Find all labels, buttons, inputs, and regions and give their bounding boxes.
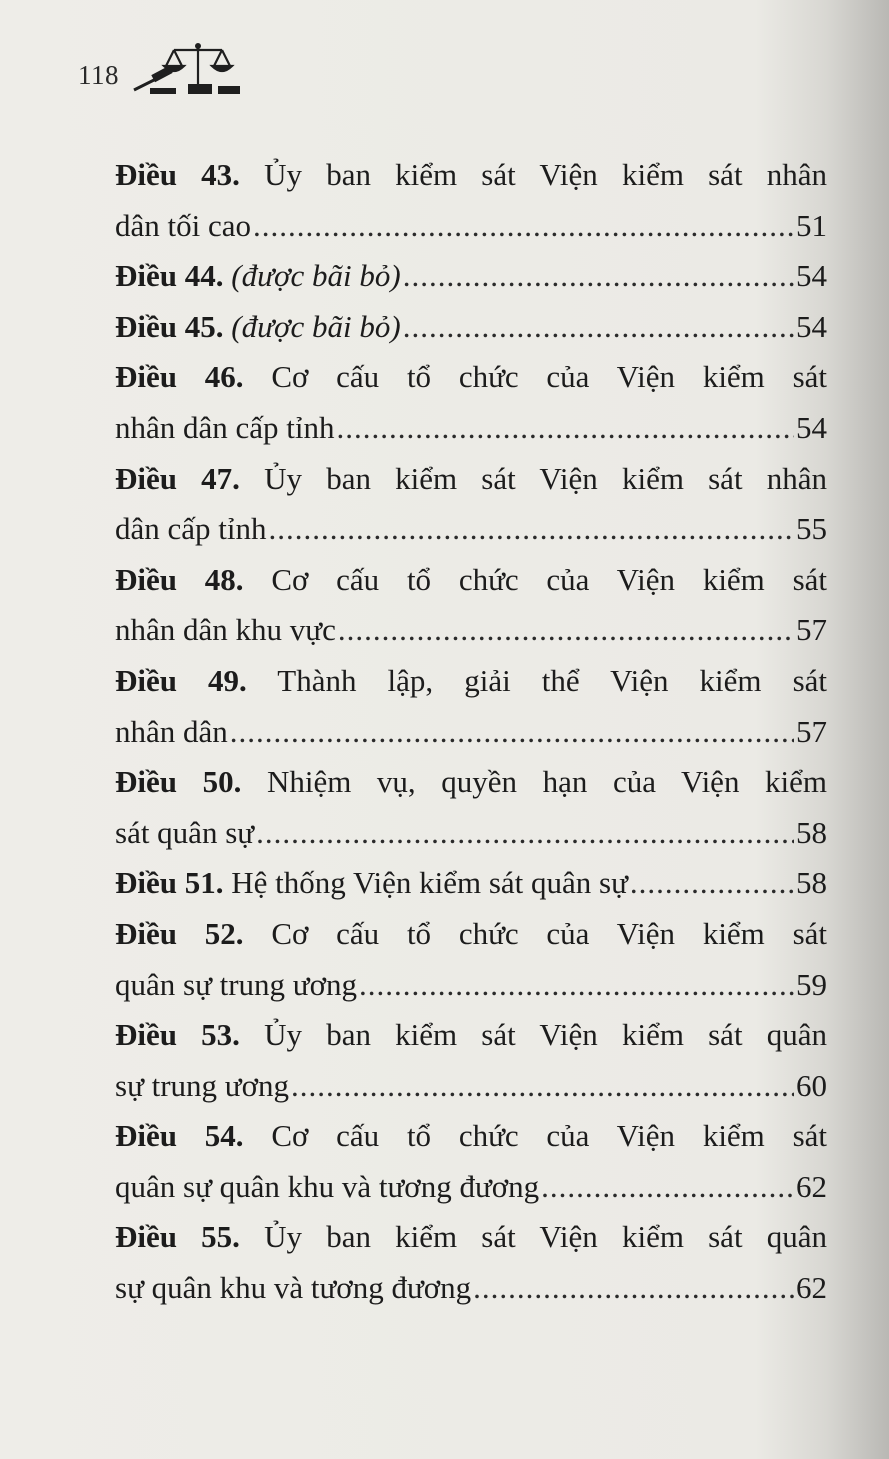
toc-entry-text — [115, 352, 827, 403]
article-title: Cơ cấu tổ chức của Viện kiểm sát — [271, 359, 828, 395]
page-number: 118 — [78, 60, 119, 90]
toc-entry-text — [115, 302, 401, 353]
toc-entry-last-line — [115, 1263, 827, 1314]
article-label: Điều 44. — [115, 258, 224, 294]
article-title: Ủy ban kiểm sát Viện kiểm sát nhân — [264, 157, 827, 192]
toc-entry-text — [115, 909, 827, 960]
toc-entry-text — [115, 808, 254, 859]
toc-entry-text — [115, 1061, 289, 1112]
toc-page-number: 62 — [796, 1270, 827, 1306]
dot-leader — [291, 1061, 794, 1112]
toc-page-number: 54 — [796, 308, 827, 344]
article-title: nhân dân cấp tỉnh — [115, 409, 335, 445]
toc-entry-last-line — [115, 858, 827, 909]
toc-page-number: 60 — [796, 1067, 827, 1103]
article-title: dân tối cao — [115, 207, 252, 243]
toc-entry-line — [115, 150, 827, 201]
article-title: quân sự trung ương — [115, 966, 358, 1002]
article-title: Nhiệm vụ, quyền hạn của Viện kiểm — [266, 764, 828, 800]
article-title: Cơ cấu tổ chức của Viện kiểm sát — [271, 1118, 828, 1154]
toc-page-number: 58 — [796, 814, 827, 850]
toc-entry-text — [115, 1111, 827, 1162]
toc-entry-last-line — [115, 808, 827, 859]
article-title: nhân dân — [115, 713, 228, 749]
dot-leader — [338, 605, 794, 656]
article-label: Điều 50. — [115, 764, 242, 800]
toc-page-number: 51 — [796, 207, 827, 243]
page-header — [78, 40, 338, 100]
toc-entry-last-line — [115, 707, 827, 758]
toc-entry-last-line — [115, 504, 827, 555]
article-title: Cơ cấu tổ chức của Viện kiểm sát — [271, 561, 828, 597]
toc-entry-line — [115, 454, 827, 505]
dot-leader — [403, 302, 794, 353]
table-of-contents — [115, 150, 827, 1314]
toc-page-number: 55 — [796, 511, 827, 547]
article-title: Thành lập, giải thể Viện kiểm sát — [277, 662, 827, 698]
toc-page-number: 59 — [796, 966, 827, 1002]
article-title: nhân dân khu vực — [115, 612, 336, 648]
article-label: Điều 51. — [115, 865, 224, 901]
article-label: Điều 45. — [115, 308, 224, 344]
article-label: Điều 47. — [115, 460, 240, 496]
article-label: Điều 48. — [115, 561, 244, 597]
article-label: Điều 43. — [115, 157, 240, 192]
dot-leader — [253, 201, 794, 252]
dot-leader — [541, 1162, 794, 1213]
toc-page-number: 54 — [796, 409, 827, 445]
dot-leader — [359, 960, 794, 1011]
dot-leader — [473, 1263, 794, 1314]
toc-entry-last-line — [115, 1061, 827, 1112]
article-label: Điều 53. — [115, 1017, 240, 1053]
article-title: Ủy ban kiểm sát Viện kiểm sát nhân — [264, 460, 827, 496]
toc-entry-text — [115, 707, 228, 758]
dot-leader — [269, 504, 794, 555]
toc-entry-text — [115, 504, 267, 555]
dot-leader — [630, 858, 794, 909]
article-title: sát quân sự — [115, 814, 255, 850]
toc-entry-text — [115, 150, 827, 201]
toc-entry-line — [115, 555, 827, 606]
toc-page-number: 62 — [796, 1168, 827, 1204]
toc-entry-last-line — [115, 605, 827, 656]
article-title: Ủy ban kiểm sát Viện kiểm sát quân — [264, 1017, 827, 1053]
toc-entry-last-line — [115, 302, 827, 353]
article-title: (được bãi bỏ) — [231, 258, 401, 294]
dot-leader — [256, 808, 794, 859]
toc-entry-line — [115, 352, 827, 403]
article-label: Điều 55. — [115, 1219, 240, 1255]
toc-entry-last-line — [115, 1162, 827, 1213]
toc-entry-line — [115, 757, 827, 808]
toc-entry-line — [115, 1212, 827, 1263]
toc-page-number: 54 — [796, 258, 827, 294]
toc-entry-text — [115, 858, 628, 909]
toc-entry-last-line — [115, 251, 827, 302]
toc-entry-text — [115, 201, 251, 252]
toc-page-number: 58 — [796, 865, 827, 901]
article-title: Ủy ban kiểm sát Viện kiểm sát quân — [264, 1219, 827, 1255]
article-title: dân cấp tỉnh — [115, 511, 267, 547]
toc-page-number: 57 — [796, 713, 827, 749]
toc-entry-text — [115, 1212, 827, 1263]
article-title: Cơ cấu tổ chức của Viện kiểm sát — [271, 915, 828, 951]
dot-leader — [403, 251, 794, 302]
article-title: Hệ thống Viện kiểm sát quân sự — [231, 865, 628, 901]
dot-leader — [230, 707, 794, 758]
toc-entry-line — [115, 1111, 827, 1162]
toc-entry-text — [115, 454, 827, 505]
toc-entry-line — [115, 909, 827, 960]
toc-entry-text — [115, 605, 336, 656]
toc-entry-text — [115, 757, 827, 808]
toc-entry-text — [115, 656, 827, 707]
toc-entry-text — [115, 1263, 471, 1314]
article-label: Điều 54. — [115, 1118, 244, 1154]
toc-entry-text — [115, 1162, 539, 1213]
toc-entry-last-line — [115, 403, 827, 454]
toc-entry-text — [115, 1010, 827, 1061]
toc-entry-line — [115, 656, 827, 707]
article-title: sự trung ương — [115, 1067, 289, 1103]
toc-entry-last-line — [115, 201, 827, 252]
dot-leader — [337, 403, 794, 454]
article-title: (được bãi bỏ) — [231, 308, 401, 344]
toc-entry-last-line — [115, 960, 827, 1011]
article-label: Điều 46. — [115, 359, 244, 395]
toc-page-number: 57 — [796, 612, 827, 648]
toc-entry-text — [115, 403, 335, 454]
toc-entry-line — [115, 1010, 827, 1061]
scales-of-justice-and-gavel-icon — [130, 40, 250, 98]
toc-entry-text — [115, 555, 827, 606]
toc-entry-text — [115, 251, 401, 302]
article-label: Điều 49. — [115, 662, 247, 698]
article-title: sự quân khu và tương đương — [115, 1270, 472, 1306]
toc-entry-text — [115, 960, 357, 1011]
article-title: quân sự quân khu và tương đương — [115, 1168, 540, 1204]
article-label: Điều 52. — [115, 915, 244, 951]
